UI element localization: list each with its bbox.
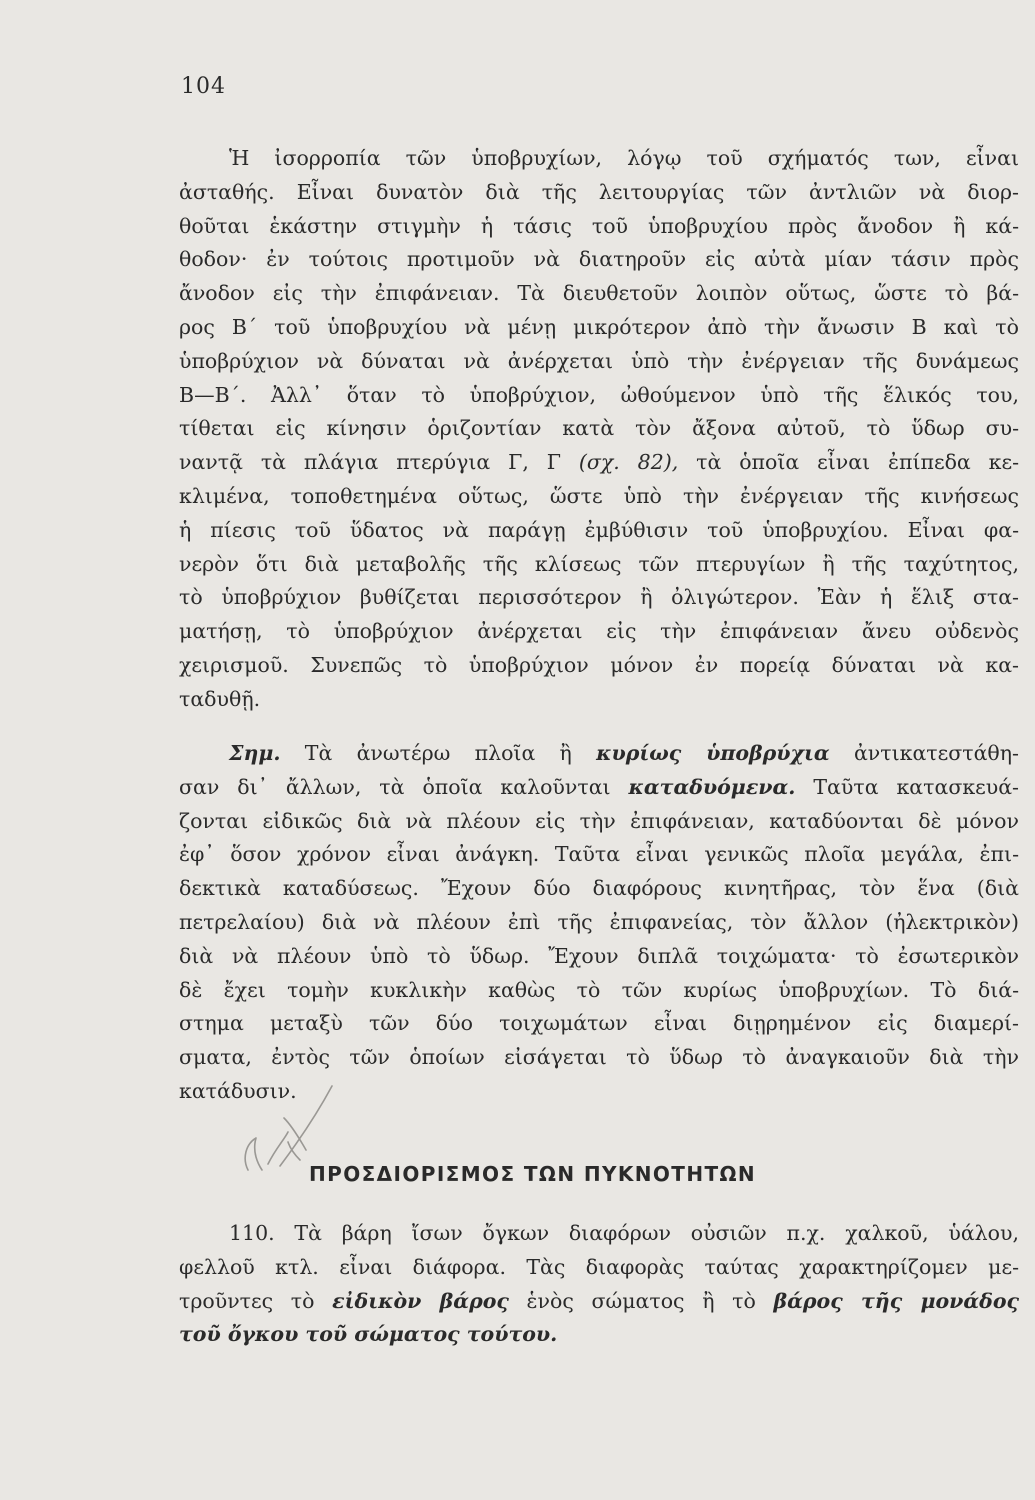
text-line: σματα, ἐντὸς τῶν ὁποίων εἰσάγεται τὸ ὕδωρ τὸ ἀναγκαιοῦν διὰ τὴν [179, 1045, 1019, 1070]
text-run: τροῦντες τὸ [179, 1288, 333, 1313]
paragraph-submarine-stability [179, 142, 1019, 717]
text-line [179, 1285, 1019, 1319]
text-line: τὸ ὑποβρύχιον βυθίζεται περισσότερον ἢ ὀλιγώτερον. Ἐὰν ἡ ἕλιξ στα- [179, 585, 1019, 610]
text-line: θοδον· ἐν τούτοις προτιμοῦν νὰ διατηροῦν εἰς αὐτὰ μίαν τάσιν πρὸς [179, 247, 1019, 272]
note-paragraph [179, 737, 1019, 1109]
section-heading: ΠΡΟΣΔΙΟΡΙΣΜΟΣ ΤΩΝ ΠΥΚΝΟΤΗΤΩΝ [309, 1162, 757, 1186]
text-line [179, 1318, 1019, 1352]
text-line: νερὸν ὅτι διὰ μεταβολῆς τῆς κλίσεως τῶν πτερυγίων ἢ τῆς ταχύτητος, [179, 551, 1019, 576]
text-line: θοῦται ἑκάστην στιγμὴν ἡ τάσις τοῦ ὑποβρυχίου πρὸς ἄνοδον ἢ κά- [179, 213, 1019, 238]
section-110-paragraph [179, 1217, 1019, 1352]
text-line: Ἡ ἰσορροπία τῶν ὑποβρυχίων, λόγῳ τοῦ σχήματός των, εἶναι [229, 146, 1019, 170]
text-line: ἀσταθής. Εἶναι δυνατὸν διὰ τῆς λειτουργίας τῶν ἀντλιῶν νὰ διορ- [179, 179, 1019, 204]
emphasis-term: κυρίως ὑποβρύχια [596, 741, 830, 765]
text-line: ζονται εἰδικῶς διὰ νὰ πλέουν εἰς τὴν ἐπιφάνειαν, καταδύονται δὲ μόνον [179, 808, 1019, 833]
text-line: Β—Β΄. Ἀλλ᾽ ὅταν τὸ ὑποβρύχιον, ὠθούμενον ὑπὸ τῆς ἕλικός του, [179, 382, 1019, 407]
text-line: φελλοῦ κτλ. εἶναι διάφορα. Τὰς διαφορὰς ταύτας χαρακτηρίζομεν με- [179, 1254, 1019, 1279]
text-line: 110. Τὰ βάρη ἴσων ὄγκων διαφόρων οὐσιῶν π.χ. χαλκοῦ, ὑάλου, [229, 1221, 1019, 1245]
emphasis-term: καταδυόμενα. [628, 774, 796, 799]
text-run: Ταῦτα κατασκευά- [795, 774, 1019, 799]
text-line [179, 771, 1019, 805]
text-line: ὑποβρύχιον νὰ δύναται νὰ ἀνέρχεται ὑπὸ τὴν ἐνέργειαν τῆς δυνάμεως [179, 348, 1019, 373]
text-line: δεκτικὰ καταδύσεως. Ἔχουν δύο διαφόρους κινητῆρας, τὸν ἕνα (διὰ [179, 876, 1019, 901]
text-run: ἀντικατεστάθη- [829, 741, 1019, 765]
emphasis-term: τοῦ ὄγκου τοῦ σώματος τούτου. [179, 1322, 558, 1347]
text-run: σαν δι᾽ ἄλλων, τὰ ὁποῖα καλοῦνται [179, 774, 629, 799]
page-number: 104 [181, 74, 226, 99]
text-line: ἐφ᾽ ὅσον χρόνον εἶναι ἀνάγκη. Ταῦτα εἶναι γενικῶς πλοῖα μεγάλα, ἐπι- [179, 842, 1019, 867]
text-line: στημα μεταξὺ τῶν δύο τοιχωμάτων εἶναι διῃρημένον εἰς διαμερί- [179, 1011, 1019, 1036]
text-line: ματήσῃ, τὸ ὑποβρύχιον ἀνέρχεται εἰς τὴν ἐπιφάνειαν ἄνευ οὐδενὸς [179, 619, 1019, 644]
emphasis-term: εἰδικὸν βάρος [332, 1288, 509, 1313]
text-line: πετρελαίου) διὰ νὰ πλέουν ἐπὶ τῆς ἐπιφανείας, τὸν ἄλλον (ἠλεκτρικὸν) [179, 909, 1019, 934]
text-line: ρος Β΄ τοῦ ὑποβρυχίου νὰ μένῃ μικρότερον ἀπὸ τὴν ἄνωσιν Β καὶ τὸ [179, 314, 1019, 339]
emphasis-term: βάρος τῆς μονάδος [773, 1288, 1019, 1313]
figure-reference: (σχ. 82), [578, 450, 679, 475]
text-line: ἄνοδον εἰς τὴν ἐπιφάνειαν. Τὰ διευθετοῦν λοιπὸν οὕτως, ὥστε τὸ βά- [179, 281, 1019, 306]
text-line: δὲ ἔχει τομὴν κυκλικὴν καθὼς τὸ τῶν κυρίως ὑποβρυχίων. Τὸ διά- [179, 977, 1019, 1002]
note-label: Σημ. [229, 741, 281, 765]
text-line: ἡ πίεσις τοῦ ὕδατος νὰ παράγῃ ἐμβύθισιν τοῦ ὑποβρυχίου. Εἶναι φα- [179, 517, 1019, 542]
text-line: χειρισμοῦ. Συνεπῶς τὸ ὑποβρύχιον μόνον ἐν πορείᾳ δύναται νὰ κα- [179, 652, 1019, 677]
text-line: κατάδυσιν. [179, 1078, 297, 1103]
text-line [179, 737, 1019, 771]
text-line [179, 446, 1019, 480]
text-line: τίθεται εἰς κίνησιν ὁριζοντίαν κατὰ τὸν ἄξονα αὐτοῦ, τὸ ὕδωρ συ- [179, 416, 1019, 441]
text-line: ταδυθῇ. [179, 686, 261, 711]
text-line: διὰ νὰ πλέουν ὑπὸ τὸ ὕδωρ. Ἔχουν διπλᾶ τοιχώματα· τὸ ἐσωτερικὸν [179, 943, 1019, 968]
text-line: κλιμένα, τοποθετημένα οὕτως, ὥστε ὑπὸ τὴν ἐνέργειαν τῆς κινήσεως [179, 483, 1019, 508]
text-run: τὰ ὁποῖα εἶναι ἐπίπεδα κε- [678, 450, 1019, 475]
text-run: ναντᾷ τὰ πλάγια πτερύγια Γ, Γ [179, 450, 579, 475]
text-run: Τὰ ἀνωτέρω πλοῖα ἢ [280, 741, 597, 765]
text-run: ἑνὸς σώματος ἢ τὸ [508, 1288, 774, 1313]
